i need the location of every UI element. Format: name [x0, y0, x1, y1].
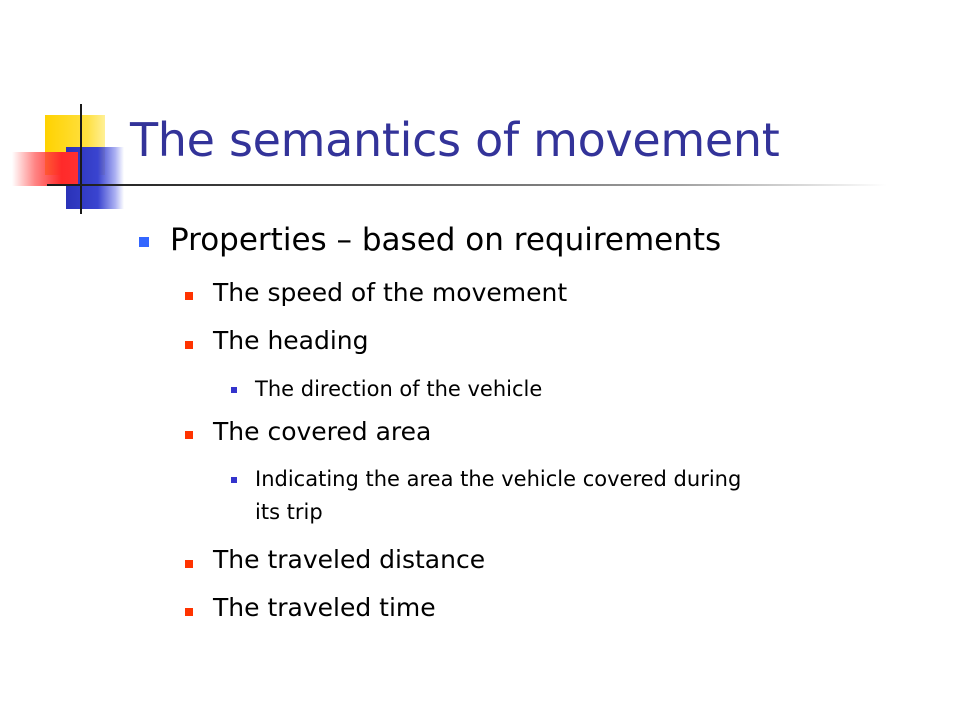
bullet-text-continuation: its trip	[255, 500, 323, 524]
bullet-marker-icon	[231, 477, 237, 483]
slide-title: The semantics of movement	[130, 113, 780, 167]
bullet-text: Properties – based on requirements	[170, 222, 722, 258]
bullet-marker-icon	[139, 237, 149, 247]
bullet-marker-icon	[185, 608, 193, 616]
bullet-text: The traveled time	[213, 593, 436, 622]
bullet-marker-icon	[185, 292, 193, 300]
bullet-text: The heading	[213, 326, 369, 355]
bullet-text: Indicating the area the vehicle covered during	[255, 467, 742, 491]
bullet-text: The traveled distance	[213, 545, 486, 574]
bullet-text: The speed of the movement	[213, 278, 568, 307]
bullet-marker-icon	[185, 341, 193, 349]
bullet-marker-icon	[231, 387, 237, 393]
bullet-marker-icon	[185, 431, 193, 439]
bullet-marker-icon	[185, 560, 193, 568]
bullet-text: The direction of the vehicle	[255, 377, 543, 401]
bullet-text: The covered area	[213, 417, 432, 446]
